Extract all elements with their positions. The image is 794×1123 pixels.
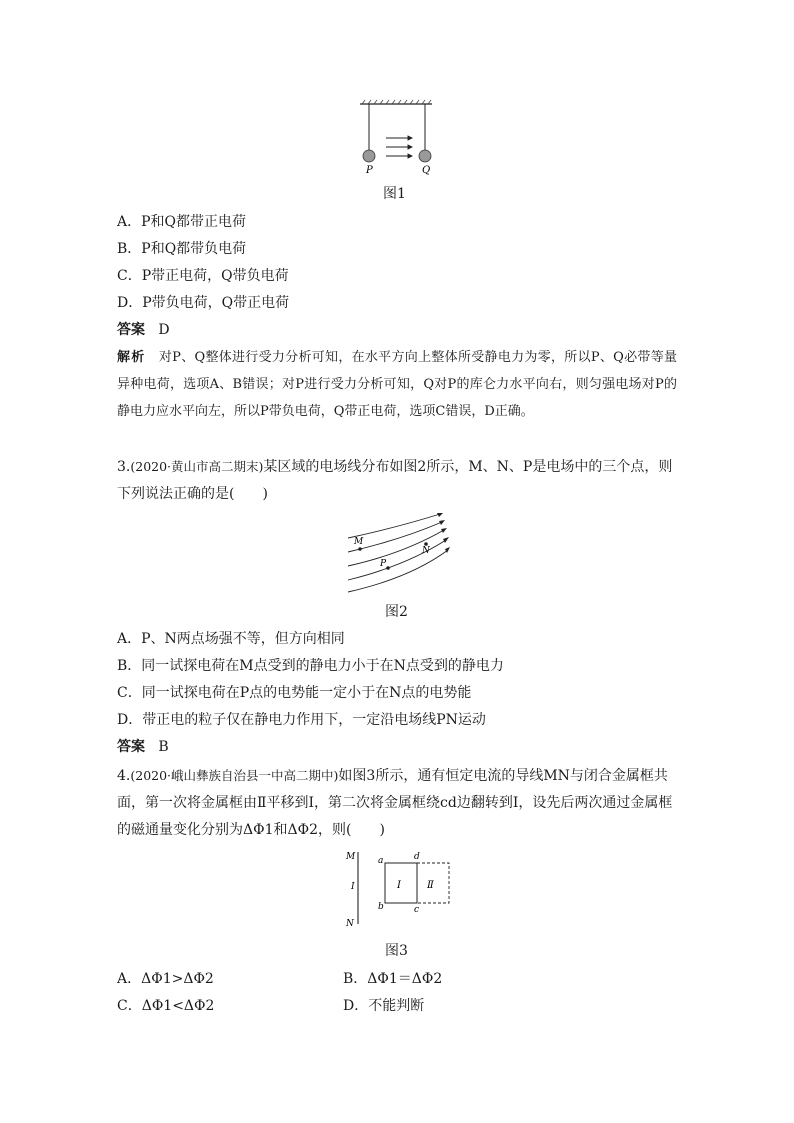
label-a: a — [378, 856, 384, 866]
q3-stem — [117, 453, 677, 508]
label-i: I — [351, 882, 355, 892]
label-d: d — [414, 852, 420, 862]
q2-option-d: D．P带负电荷，Q带正电荷 — [117, 295, 290, 311]
label-m: M — [354, 537, 364, 547]
q3-text: 某区域的电场线分布如图2所示，M、N、P是电场中的三个点，则下列说法正确的是( ) — [117, 459, 673, 502]
figure-3-caption: 图3 — [385, 943, 408, 959]
label-q: Q — [422, 165, 431, 176]
label-n: N — [422, 546, 430, 556]
q2-answer — [117, 320, 170, 340]
figure-2-caption: 图2 — [385, 604, 408, 620]
q4-option-b: B．ΔΦ1＝ΔΦ2 — [343, 971, 443, 987]
q3-option-d: D．带正电的粒子仅在静电力作用下，一定沿电场线PN运动 — [117, 712, 486, 728]
q4-option-d: D．不能判断 — [343, 998, 425, 1014]
answer-label: 答案 — [117, 739, 145, 755]
analysis-text: 对P、Q整体进行受力分析可知，在水平方向上整体所受静电力为零，所以P、Q必带等量异种电荷，选项A、B错误；对P进行受力分析可知，Q对P的库仑力水平向右，则匀强电场对P的静电力应水平向左，所以P带负电荷，Q带正电荷，选项C错误，D正确。 — [117, 350, 678, 419]
label-p: P — [366, 165, 373, 176]
answer-label: 答案 — [117, 322, 145, 338]
figure-2-diagram — [340, 508, 450, 596]
figure-1-diagram — [350, 98, 440, 178]
q3-option-b: B．同一试探电荷在M点受到的静电力小于在N点受到的静电力 — [117, 658, 504, 674]
analysis-label: 解析 — [117, 350, 146, 365]
q4-text: 如图3所示，通有恒定电流的导线MN与闭合金属框共面，第一次将金属框由Ⅱ平移到Ⅰ，第二次将金属框绕cd边翻转到Ⅰ，设先后两次通过金属框的磁通量变化分别为ΔΦ1和ΔΦ2，则( ) — [117, 768, 673, 838]
q4-source: (2020·峨山彝族自治县一中高二期中) — [130, 768, 339, 783]
answer-value: B — [158, 739, 169, 755]
region-1-label: Ⅰ — [397, 880, 401, 891]
q3-answer — [117, 737, 169, 757]
q2-analysis — [117, 344, 677, 425]
figure-3-diagram — [340, 848, 455, 930]
q3-source: (2020·黄山市高二期末) — [130, 459, 264, 474]
answer-value: D — [158, 322, 170, 338]
q2-option-b: B．P和Q都带负电荷 — [117, 241, 247, 257]
label-p: P — [380, 559, 387, 569]
q4-stem — [117, 762, 677, 844]
figure-1-caption: 图1 — [383, 186, 406, 202]
q3-option-a: A．P、N两点场强不等，但方向相同 — [117, 631, 345, 647]
q3-number: 3. — [117, 459, 131, 475]
q4-option-a: A．ΔΦ1>ΔΦ2 — [117, 971, 214, 987]
q2-option-c: C．P带正电荷，Q带负电荷 — [117, 268, 289, 284]
label-b: b — [378, 902, 384, 912]
label-c: c — [414, 905, 420, 915]
label-n: N — [346, 919, 354, 929]
q3-option-c: C．同一试探电荷在P点的电势能一定小于在N点的电势能 — [117, 685, 472, 701]
q2-option-a: A．P和Q都带正电荷 — [117, 214, 247, 230]
region-2-label: Ⅱ — [427, 880, 434, 891]
q4-number: 4. — [117, 768, 131, 784]
q4-option-c: C．ΔΦ1<ΔΦ2 — [117, 998, 215, 1014]
label-m: M — [346, 852, 356, 862]
